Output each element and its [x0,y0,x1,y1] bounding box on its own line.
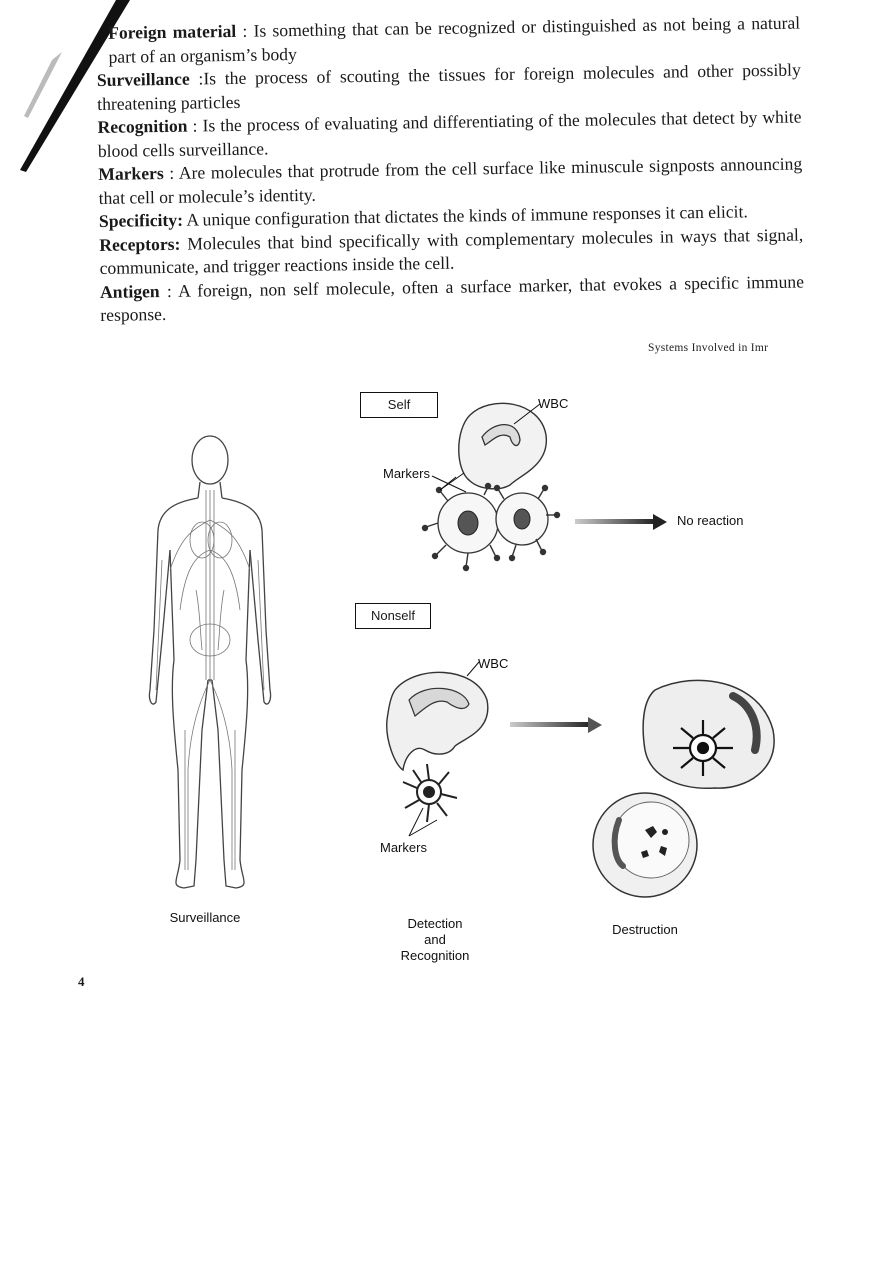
nonself-label-box: Nonself [355,603,431,629]
page-number: 4 [78,974,85,989]
term: Foreign material [108,20,237,43]
definition-text: Are molecules that protrude from the cell surface like minuscule signposts announcing that cell or molecule’s identity. [98,153,803,208]
definition-text: Is the process of scouting the tissues for foreign molecules and other possibly threatening particles [97,59,801,114]
definition-text: Is the process of evaluating and differentiating of the molecules that detect by white blood cells surveillance. [97,106,802,161]
caption-detection-line2: and [424,932,446,947]
self-markers-label: Markers [383,466,430,481]
nonself-markers-label: Markers [380,840,427,855]
self-wbc-label: WBC [538,396,569,411]
definitions-block [96,12,804,328]
running-head: Systems Involved in Imr [648,342,769,354]
self-cells-diagram [400,395,580,575]
definition-text: Is something that can be recognized or distinguished as not being a natural part of an organism’s body [108,12,801,67]
caption-detection-line1: Detection [407,916,463,931]
definition-text: Molecules that bind specifically with complementary molecules in ways that signal, communicate, and trigger reactions inside the cell. [99,224,804,278]
term: Antigen [99,280,160,302]
term: Markers [98,163,164,184]
no-reaction-arrow [575,512,670,532]
term: Recognition [97,115,188,137]
term: Specificity: [98,209,184,231]
nonself-wbc-label: WBC [478,656,509,671]
definition-text: A foreign, non self molecule, often a surface marker, that evokes a specific immune response. [100,271,805,325]
term: Surveillance [96,68,190,90]
term: Receptors: [99,233,181,255]
markers-pointer [430,470,470,500]
definition-text: A unique configuration that dictates the kinds of immune responses it can elicit. [186,201,748,230]
nonself-detection-diagram [375,660,505,860]
caption-surveillance: Surveillance [169,910,241,925]
caption-destruction: Destruction [612,922,678,937]
self-label-box: Self [360,392,438,418]
self-wbc-pointer [510,402,542,426]
definition-markers: Markers : Are molecules that protrude from the cell surface like minuscule signposts announcing that cell or molecule’s identity. [98,153,803,208]
caption-detection-line3: Recognition [400,948,470,963]
no-reaction-label: No reaction [677,513,744,528]
definition-recognition: Recognition : Is the process of evaluating and differentiating of the molecules that detect by white blood cells surveillance. [97,106,802,161]
definition-foreign-material: Foreign material : Is something that can be recognized or distinguished as not being a natural part of an organism’s body [108,12,801,67]
definition-antigen: Antigen : A foreign, non self molecule, often a surface marker, that evokes a specific immune response. [99,271,805,325]
destruction-diagram [585,670,785,910]
human-body-figure [140,430,280,900]
definition-surveillance: Surveillance :Is the process of scouting the tissues for foreign molecules and other possibly threatening particles [96,59,801,114]
